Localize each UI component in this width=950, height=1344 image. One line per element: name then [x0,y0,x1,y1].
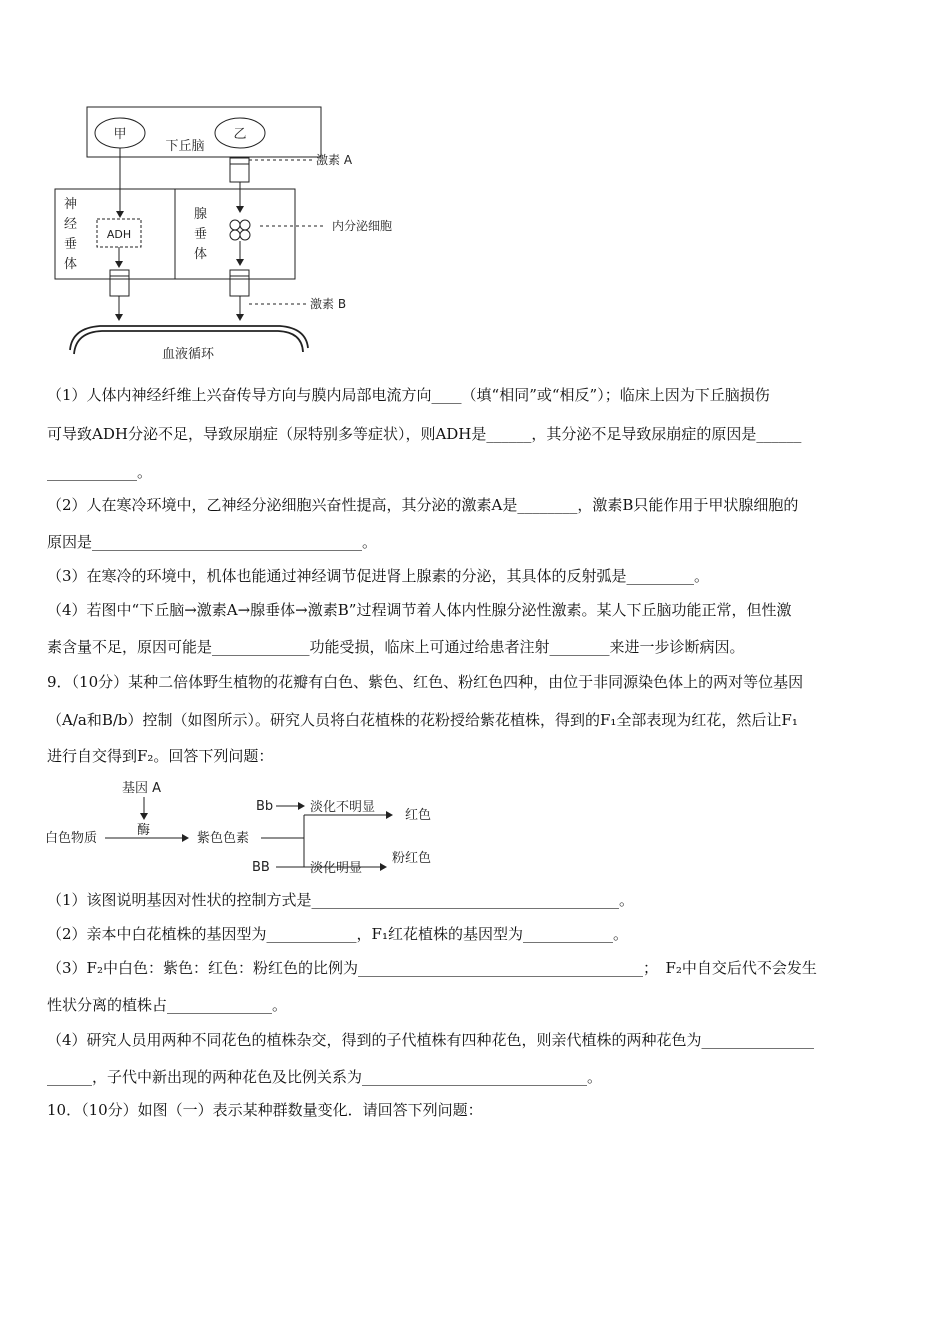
q9-part3-line2: 性状分离的植株占______________。 [47,996,288,1014]
svg-text:腺: 腺 [194,207,208,222]
q8-part2-line2: 原因是____________________________________。 [47,533,378,551]
q10-intro: 10．（10分）如图（一）表示某种群数量变化．请回答下列问题： [47,1101,483,1119]
svg-text:体: 体 [194,247,208,262]
q9-intro-line2: （A/a和B/b）控制（如图所示）。研究人员将白花植株的花粉授给紫花植株，得到的F₁全部表现为红花，然后让F₁ [47,711,798,729]
pigment-pathway-diagram [40,775,460,880]
endocrine-cells [230,220,250,240]
q8-part4-line1: （4）若图中“下丘脑→激素A→腺垂体→激素B”过程调节着人体内性腺分泌性激素。某人下丘脑功能正常，但性激 [47,601,792,619]
q9-intro-line1: 9．（10分）某种二倍体野生植物的花瓣有白色、紫色、红色、粉红色四种，由位于非同源染色体上的两对等位基因 [47,673,804,691]
neuron-yi-label: 乙 [233,127,247,142]
bb-hom-label: BB [252,860,270,875]
adh-label: ADH [106,228,132,241]
q8-part2-line1: （2）人在寒冷环境中，乙神经分泌细胞兴奋性提高，其分泌的激素A是________，激素B只能作用于甲状腺细胞的 [47,496,799,514]
fade-strong-label: 淡化明显 [310,861,363,876]
white-substance-label: 白色物质 [45,831,98,846]
fade-weak-label: 淡化不明显 [310,800,376,815]
q8-part3-line1: （3）在寒冷的环境中，机体也能通过神经调节促进肾上腺素的分泌，其具体的反射弧是_________。 [47,567,710,585]
hormone-a-label: 激素 A [316,153,353,167]
q8-part1-line2: 可导致ADH分泌不足，导致尿崩症（尿特别多等症状），则ADH是______，其分泌不足导致尿崩症的原因是______ [47,425,802,443]
svg-text:神: 神 [64,197,78,212]
q9-part3-line1: （3）F₂中白色：紫色：红色：粉红色的比例为______________________________________； F₂中自交后代不会发生 [47,959,817,977]
hypothalamus-label: 下丘脑 [165,139,205,154]
endocrine-regulation-diagram [40,100,460,370]
q8-part1-line1: （1）人体内神经纤维上兴奋传导方向与膜内局部电流方向____（填“相同”或“相反”）；临床上因为下丘脑损伤 [47,386,770,404]
bb-het-label: Bb [256,799,274,814]
endocrine-cell-label: 内分泌细胞 [332,219,393,233]
q9-part4-line2: ______，子代中新出现的两种花色及比例关系为______________________________。 [47,1068,603,1086]
enzyme-label: 酶 [137,823,151,838]
blood-circulation-label: 血液循环 [161,347,215,362]
q9-part2: （2）亲本中白花植株的基因型为____________，F₁红花植株的基因型为____________。 [47,925,628,943]
adenohypophysis-label [194,207,207,262]
q8-part1-line3: ____________。 [47,463,153,481]
hormone-b-label: 激素 B [310,297,347,311]
neurohypophysis-label [64,196,77,272]
adh-vessel [110,270,129,296]
purple-pigment-label: 紫色色素 [197,831,250,846]
q9-intro-line3: 进行自交得到F₂。回答下列问题： [47,747,274,765]
red-label: 红色 [405,808,432,823]
hormone-a-vessel [230,158,249,182]
neuron-jia-label: 甲 [113,127,127,142]
gene-a-label: 基因 A [122,781,162,796]
svg-text:垂: 垂 [64,237,78,252]
q8-part4-line2: 素含量不足，原因可能是_____________功能受损，临床上可通过给患者注射________来进一步诊断病因。 [47,638,745,656]
svg-text:垂: 垂 [194,227,208,242]
svg-text:经: 经 [64,217,78,232]
svg-text:体: 体 [64,257,78,272]
q9-part1: （1）该图说明基因对性状的控制方式是_________________________________________。 [47,891,635,909]
hormone-b-vessel [230,270,249,296]
pink-label: 粉红色 [392,851,432,866]
q9-part4-line1: （4）研究人员用两种不同花色的植株杂交，得到的子代植株有四种花色，则亲代植株的两种花色为_______________ [47,1031,815,1049]
